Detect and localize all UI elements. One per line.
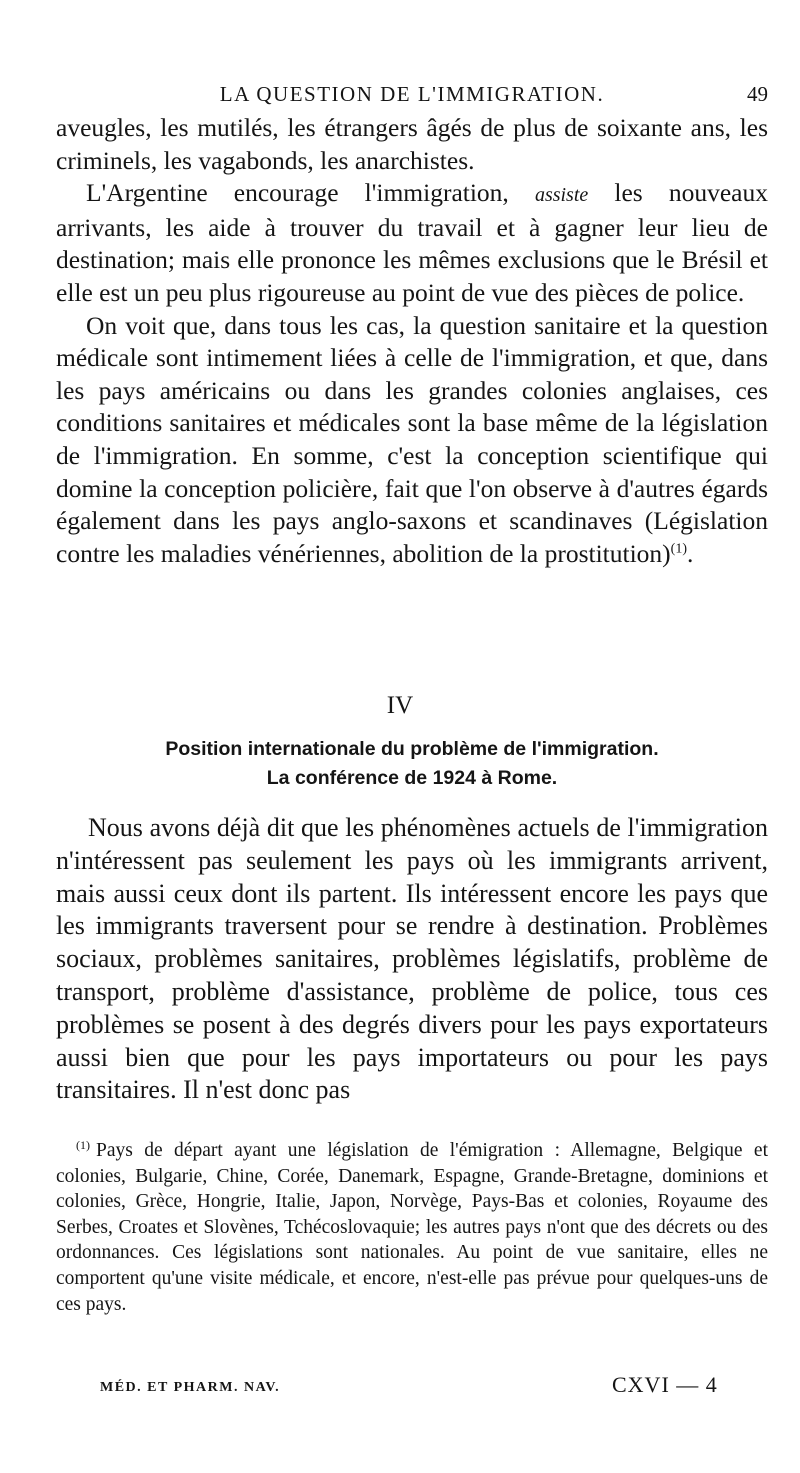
running-title: LA QUESTION DE L'IMMIGRATION.: [219, 82, 605, 106]
section-heading-line-2: La conférence de 1924 à Rome.: [266, 767, 558, 789]
footnote-text: Pays de départ ayant une législation de l'émigration : Allemagne, Belgique et colonies, Bulgarie, Chine, Corée, Danemark, Espagne, Grande-Bretagne, dominions et colonies, Grèce, Hongrie, Italie, Japon, Norvège, Pays-Bas et colonies, Royaume des Serbes, Croates et Slovènes, Tchécoslovaquie; les autres pays n'ont que des décrets ou des ordonnances. Ces législations sont nationales. Au point de vue sanitaire, elles ne comportent qu'une visite médicale, et encore, n'est-elle pas prévue pour quelques-uns de ces pays.: [56, 1140, 768, 1315]
main-text-block: [56, 812, 768, 1107]
printer-signature: MÉD. ET PHARM. NAV.: [100, 1380, 281, 1395]
intro-paragraph-2-start: L'Argentine encourage l'immigration,: [86, 178, 535, 208]
intro-paragraph-2: [56, 177, 768, 309]
page-number: 49: [747, 82, 768, 106]
intro-paragraph-3-text: On voit que, dans tous les cas, la question sanitaire et la question médicale sont intimement liées à celle de l'immigration, et que, dans les pays américains ou dans les grandes colonies anglaises, ces conditions sanitaires et médicales sont la base même de la législation de l'immigration. En somme, c'est la conception scientifique qui domine la conception policière, fait que l'on observe à d'autres égards également dans les pays anglo-saxons et scandinaves (Législation contre les maladies vénériennes, abolition de la prostitution): [56, 310, 768, 568]
intro-paragraph-3-end: .: [686, 538, 694, 568]
footnote-mark: (1): [76, 1137, 90, 1152]
footnote-paragraph: [56, 1138, 768, 1317]
intro-paragraph-2-end: les nouveaux arrivants, les aide à trouver du travail et à gagner leur lieu de destination; mais elle prononce les mêmes exclusions que le Brésil et elle est un peu plus rigoureuse au point de vue des pièces de police.: [56, 178, 768, 307]
section-heading: [56, 735, 768, 793]
emphasis-assiste: assiste: [534, 184, 589, 207]
main-paragraph-1: Nous avons déjà dit que les phénomènes actuels de l'immigration n'intéressent pas seulement les pays où les immigrants arrivent, mais aussi ceux dont ils partent. Ils intéressent encore les pays que les immigrants traversent pour se rendre à destination. Problèmes sociaux, problèmes sanitaires, problèmes législatifs, problème de transport, problème d'assistance, problème de police, tous ces problèmes se posent à des degrés divers pour les pays exportateurs aussi bien que pour les pays importateurs ou pour les pays transitaires. Il n'est donc pas: [56, 813, 768, 1105]
intro-paragraph-1: aveugles, les mutilés, les étrangers âgés de plus de soixante ans, les criminels, les vagabonds, les anarchistes.: [56, 113, 768, 175]
intro-text-block: [56, 112, 768, 570]
sheet-signature-mark: CXVI — 4: [612, 1372, 718, 1397]
footnote: [56, 1138, 768, 1317]
section-number: IV: [386, 692, 414, 719]
section-heading-line-1: Position internationale du problème de l'immigration.: [165, 738, 659, 760]
footnote-reference[interactable]: (1): [670, 541, 687, 557]
running-head: [56, 80, 768, 108]
intro-paragraph-3: [56, 310, 768, 571]
